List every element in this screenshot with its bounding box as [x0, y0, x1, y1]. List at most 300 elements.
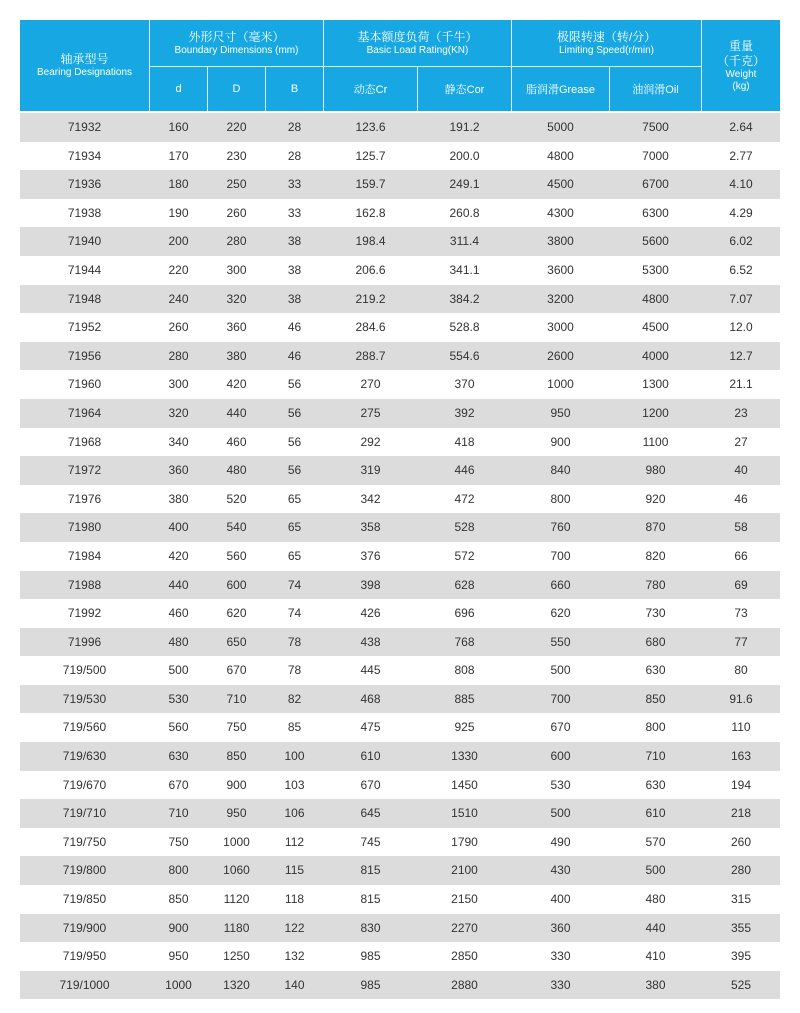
cell-designation: 71940	[67, 234, 102, 249]
table-row	[20, 742, 780, 771]
cell-cr: 319	[360, 463, 381, 478]
designation-header	[20, 20, 149, 111]
cell-cor: 392	[454, 405, 475, 420]
cell-grease: 500	[550, 663, 571, 678]
cell-designation: 71976	[67, 491, 102, 506]
cell-cr: 830	[360, 920, 381, 935]
cell-d: 260	[168, 320, 189, 335]
boundary-header-en: Boundary Dimensions (mm)	[174, 45, 299, 56]
cell-D: 260	[226, 205, 247, 220]
col-cor-header: 静态Cor	[444, 84, 485, 96]
cell-weight: 218	[730, 806, 752, 821]
cell-cor: 191.2	[449, 120, 480, 134]
table-row	[20, 685, 780, 714]
cell-oil: 6300	[642, 205, 669, 220]
cell-d: 400	[168, 520, 189, 535]
cell-D: 320	[226, 291, 247, 306]
cell-D: 1180	[223, 920, 250, 935]
cell-designation: 719/710	[62, 806, 107, 821]
table-row	[20, 628, 780, 657]
cell-cr: 815	[360, 892, 381, 907]
cell-designation: 71956	[67, 348, 102, 363]
cell-designation: 719/630	[62, 749, 107, 764]
cell-grease: 1000	[547, 377, 574, 392]
col-B-header: B	[290, 83, 299, 95]
table-row	[20, 656, 780, 685]
cell-grease: 4300	[547, 205, 574, 220]
cell-D: 900	[226, 777, 247, 792]
cell-grease: 4800	[547, 148, 574, 163]
cell-cor: 249.1	[449, 177, 480, 192]
cell-grease: 600	[550, 749, 571, 764]
cell-B: 112	[284, 834, 305, 849]
cell-cr: 292	[360, 434, 381, 449]
cell-weight: 12.7	[729, 348, 753, 363]
cell-d: 950	[168, 949, 189, 964]
cell-weight: 27	[734, 434, 748, 449]
cell-weight: 66	[734, 548, 748, 563]
cell-cor: 370	[454, 377, 475, 392]
cell-cor: 1330	[451, 749, 478, 764]
weight-header	[702, 20, 780, 111]
boundary-header-zh: 外形尺寸（毫米）	[188, 30, 285, 44]
cell-cr: 270	[360, 377, 381, 392]
cell-D: 440	[226, 405, 247, 420]
cell-d: 500	[168, 663, 189, 678]
cell-D: 1250	[223, 949, 250, 964]
cell-d: 900	[168, 920, 189, 935]
cell-cor: 925	[454, 720, 475, 735]
cell-oil: 800	[645, 720, 666, 735]
cell-grease: 550	[550, 634, 571, 649]
cell-oil: 850	[645, 691, 666, 706]
cell-D: 360	[226, 320, 247, 335]
cell-designation: 71972	[67, 463, 102, 478]
table-row	[20, 713, 780, 742]
cell-B: 46	[287, 348, 302, 363]
cell-D: 480	[226, 463, 247, 478]
cell-cor: 2880	[451, 977, 478, 992]
cell-weight: 58	[734, 520, 748, 535]
cell-cr: 670	[360, 777, 381, 792]
cell-weight: 525	[730, 977, 752, 992]
cell-oil: 7500	[642, 120, 669, 134]
cell-designation: 719/950	[62, 949, 107, 964]
cell-grease: 3200	[547, 291, 574, 306]
cell-cor: 260.8	[449, 205, 480, 220]
table-row	[20, 885, 780, 914]
cell-cr: 475	[360, 720, 381, 735]
cell-oil: 1200	[642, 405, 669, 420]
designation-header-en: Bearing Designations	[36, 67, 133, 78]
table-row	[20, 971, 780, 1000]
cell-designation: 71964	[67, 405, 102, 420]
cell-cr: 219.2	[355, 291, 386, 306]
cell-designation: 71960	[67, 377, 102, 392]
cell-cor: 768	[454, 634, 475, 649]
cell-weight: 23	[734, 405, 748, 420]
cell-cr: 376	[360, 548, 381, 563]
table-row	[20, 285, 780, 314]
cell-B: 33	[287, 177, 302, 192]
designation-header-zh: 轴承型号	[60, 52, 109, 66]
speed-header-zh: 极限转速（转/分）	[556, 30, 657, 44]
cell-oil: 680	[645, 634, 666, 649]
table-row	[20, 142, 780, 171]
cell-B: 82	[287, 691, 302, 706]
cell-D: 710	[226, 691, 247, 706]
load-header-en: Basic Load Rating(KN)	[366, 45, 469, 56]
cell-oil: 5600	[642, 234, 669, 249]
cell-oil: 570	[645, 834, 666, 849]
cell-cor: 446	[454, 463, 475, 478]
cell-weight: 46	[734, 491, 748, 506]
cell-grease: 4500	[547, 177, 574, 192]
cell-cr: 358	[360, 520, 381, 535]
table-row	[20, 828, 780, 857]
cell-oil: 820	[645, 548, 666, 563]
cell-grease: 330	[550, 977, 571, 992]
cell-B: 56	[287, 405, 302, 420]
cell-grease: 360	[550, 920, 571, 935]
cell-grease: 840	[550, 463, 571, 478]
cell-cr: 468	[360, 691, 381, 706]
weight-header-zh: 重量	[728, 38, 753, 53]
cell-designation: 719/560	[62, 720, 107, 735]
cell-cor: 418	[454, 434, 475, 449]
cell-D: 750	[226, 720, 247, 735]
weight-header-zh-unit: （千克）	[716, 53, 765, 68]
cell-weight: 395	[730, 949, 752, 964]
cell-grease: 3600	[547, 262, 574, 277]
load-rating-header	[324, 20, 511, 67]
cell-B: 28	[287, 148, 302, 163]
cell-weight: 12.0	[729, 320, 753, 335]
cell-oil: 730	[645, 606, 666, 621]
cell-oil: 380	[645, 977, 666, 992]
cell-B: 103	[284, 777, 305, 792]
limiting-speed-header	[512, 20, 701, 67]
cell-grease: 3000	[547, 320, 574, 335]
cell-cor: 554.6	[449, 348, 480, 363]
weight-header-en: Weight	[725, 68, 757, 80]
cell-designation: 71988	[67, 577, 102, 592]
cell-d: 800	[168, 863, 189, 878]
cell-designation: 71968	[67, 434, 102, 449]
cell-d: 220	[168, 262, 189, 277]
cell-oil: 920	[645, 491, 666, 506]
col-cr-header: 动态Cr	[353, 84, 388, 96]
cell-oil: 500	[645, 863, 666, 878]
cell-designation: 71936	[67, 177, 102, 192]
speed-header-en: Limiting Speed(r/min)	[558, 45, 655, 56]
cell-oil: 4800	[642, 291, 669, 306]
cell-grease: 490	[550, 834, 571, 849]
cell-B: 78	[287, 663, 302, 678]
cell-d: 240	[168, 291, 189, 306]
cell-cor: 472	[454, 491, 475, 506]
cell-cor: 1790	[451, 834, 478, 849]
cell-B: 38	[287, 291, 302, 306]
cell-D: 950	[226, 806, 247, 821]
cell-cr: 198.4	[355, 234, 386, 249]
cell-d: 300	[168, 377, 189, 392]
cell-cr: 125.7	[355, 148, 386, 163]
cell-B: 46	[287, 320, 302, 335]
cell-cor: 696	[454, 606, 475, 621]
cell-oil: 6700	[642, 177, 669, 192]
cell-grease: 500	[550, 806, 571, 821]
cell-cr: 985	[360, 977, 381, 992]
table-row	[20, 370, 780, 399]
cell-oil: 630	[645, 663, 666, 678]
cell-oil: 4000	[642, 348, 669, 363]
cell-grease: 3800	[547, 234, 574, 249]
cell-grease: 700	[550, 548, 571, 563]
cell-cr: 398	[360, 577, 381, 592]
cell-D: 670	[226, 663, 247, 678]
cell-designation: 71938	[67, 205, 102, 220]
cell-oil: 1300	[642, 377, 669, 392]
cell-weight: 73	[734, 606, 748, 621]
table-row	[20, 914, 780, 943]
col-oil-header: 油润滑Oil	[632, 84, 679, 96]
cell-oil: 870	[645, 520, 666, 535]
cell-weight: 91.6	[729, 691, 753, 706]
cell-d: 160	[168, 120, 189, 134]
cell-weight: 6.52	[729, 262, 753, 277]
table-row	[20, 199, 780, 228]
cell-B: 132	[284, 949, 305, 964]
cell-B: 118	[284, 892, 305, 907]
cell-cor: 2100	[451, 863, 478, 878]
cell-grease: 670	[550, 720, 571, 735]
table-row	[20, 256, 780, 285]
cell-grease: 430	[550, 863, 571, 878]
table-row	[20, 571, 780, 600]
cell-cor: 311.4	[449, 234, 480, 249]
cell-cor: 1450	[451, 777, 478, 792]
cell-d: 190	[168, 205, 189, 220]
cell-grease: 2600	[547, 348, 574, 363]
cell-d: 280	[168, 348, 189, 363]
cell-d: 420	[168, 548, 189, 563]
cell-designation: 719/1000	[59, 977, 110, 992]
cell-oil: 710	[645, 749, 666, 764]
cell-weight: 4.29	[729, 205, 753, 220]
cell-B: 78	[287, 634, 302, 649]
cell-D: 280	[226, 234, 247, 249]
cell-designation: 719/500	[62, 663, 107, 678]
table-row	[20, 170, 780, 199]
cell-grease: 900	[550, 434, 571, 449]
cell-D: 560	[226, 548, 247, 563]
cell-oil: 780	[645, 577, 666, 592]
cell-cr: 815	[360, 863, 381, 878]
cell-cor: 885	[454, 691, 475, 706]
cell-D: 250	[226, 177, 247, 192]
cell-cr: 610	[360, 749, 381, 764]
cell-cr: 206.6	[355, 262, 386, 277]
cell-oil: 610	[645, 806, 666, 821]
table-row	[20, 428, 780, 457]
cell-cr: 445	[360, 663, 381, 678]
cell-cor: 2270	[451, 920, 478, 935]
boundary-dimensions-header	[150, 20, 323, 67]
cell-D: 1320	[223, 977, 250, 992]
cell-oil: 1100	[642, 434, 669, 449]
cell-grease: 700	[550, 691, 571, 706]
table-row	[20, 113, 780, 142]
cell-D: 380	[226, 348, 247, 363]
cell-cr: 123.6	[355, 120, 386, 134]
cell-weight: 80	[734, 663, 748, 678]
cell-oil: 410	[645, 949, 666, 964]
cell-cr: 159.7	[355, 177, 386, 192]
cell-weight: 2.77	[729, 148, 753, 163]
cell-designation: 719/800	[62, 863, 107, 878]
cell-designation: 71948	[67, 291, 102, 306]
cell-cr: 284.6	[355, 320, 386, 335]
cell-d: 480	[168, 634, 189, 649]
cell-D: 460	[226, 434, 247, 449]
table-row	[20, 399, 780, 428]
cell-B: 38	[287, 234, 302, 249]
weight-header-unit: (kg)	[732, 80, 750, 92]
cell-cr: 288.7	[355, 348, 386, 363]
cell-B: 115	[284, 863, 305, 878]
cell-d: 380	[168, 491, 189, 506]
cell-oil: 440	[645, 920, 666, 935]
cell-designation: 719/900	[62, 920, 107, 935]
table-row	[20, 942, 780, 971]
cell-D: 420	[226, 377, 247, 392]
cell-weight: 110	[731, 720, 751, 735]
cell-d: 360	[168, 463, 189, 478]
cell-grease: 400	[550, 892, 571, 907]
table-row	[20, 856, 780, 885]
cell-D: 230	[226, 148, 247, 163]
cell-cr: 162.8	[355, 205, 386, 220]
table-body	[20, 113, 780, 999]
cell-weight: 194	[730, 777, 752, 792]
cell-oil: 5300	[642, 262, 669, 277]
cell-D: 600	[226, 577, 247, 592]
table-row	[20, 513, 780, 542]
cell-designation: 719/530	[62, 691, 107, 706]
cell-B: 33	[287, 205, 302, 220]
cell-cor: 528	[454, 520, 475, 535]
table-row	[20, 799, 780, 828]
cell-d: 670	[168, 777, 189, 792]
cell-oil: 630	[645, 777, 666, 792]
cell-designation: 71996	[67, 634, 102, 649]
cell-d: 320	[168, 405, 189, 420]
table-row	[20, 227, 780, 256]
cell-designation: 71992	[67, 606, 102, 621]
cell-weight: 6.02	[729, 234, 753, 249]
cell-d: 1000	[165, 977, 192, 992]
cell-designation: 719/850	[62, 892, 107, 907]
cell-cr: 275	[360, 405, 381, 420]
table-row	[20, 485, 780, 514]
cell-B: 122	[284, 920, 305, 935]
cell-weight: 77	[734, 634, 748, 649]
cell-oil: 980	[645, 463, 666, 478]
cell-d: 630	[168, 749, 189, 764]
cell-cr: 985	[360, 949, 381, 964]
cell-cor: 341.1	[449, 262, 480, 277]
cell-weight: 69	[734, 577, 748, 592]
cell-B: 85	[287, 720, 302, 735]
cell-weight: 7.07	[729, 291, 753, 306]
cell-cor: 1510	[451, 806, 478, 821]
cell-cor: 2850	[451, 949, 478, 964]
cell-d: 180	[168, 177, 189, 192]
cell-weight: 40	[734, 463, 748, 478]
cell-d: 850	[168, 892, 189, 907]
cell-grease: 530	[550, 777, 571, 792]
cell-d: 560	[168, 720, 189, 735]
cell-B: 74	[287, 577, 302, 592]
cell-weight: 4.10	[729, 177, 753, 192]
cell-cor: 200.0	[449, 148, 480, 163]
cell-D: 220	[226, 120, 247, 134]
cell-designation: 71944	[67, 262, 102, 277]
cell-d: 200	[168, 234, 189, 249]
cell-B: 56	[287, 377, 302, 392]
cell-oil: 480	[645, 892, 666, 907]
cell-B: 140	[284, 977, 305, 992]
cell-weight: 2.64	[729, 120, 753, 134]
cell-d: 440	[168, 577, 189, 592]
cell-d: 340	[168, 434, 189, 449]
cell-cor: 808	[454, 663, 475, 678]
load-header-zh: 基本额度负荷（千牛）	[357, 30, 478, 44]
cell-D: 540	[226, 520, 247, 535]
cell-D: 1120	[223, 892, 250, 907]
table-row	[20, 456, 780, 485]
cell-cr: 438	[360, 634, 381, 649]
cell-cor: 628	[454, 577, 475, 592]
cell-cr: 745	[360, 834, 381, 849]
cell-d: 530	[168, 691, 189, 706]
col-D-header: D	[232, 83, 241, 95]
cell-weight: 280	[730, 863, 752, 878]
cell-B: 56	[287, 434, 302, 449]
cell-designation: 71934	[67, 148, 102, 163]
cell-grease: 330	[550, 949, 571, 964]
cell-grease: 950	[550, 405, 571, 420]
cell-oil: 7000	[642, 148, 669, 163]
cell-designation: 719/750	[62, 834, 107, 849]
cell-cr: 342	[360, 491, 381, 506]
cell-B: 106	[284, 806, 305, 821]
cell-cr: 426	[360, 606, 381, 621]
cell-grease: 760	[550, 520, 571, 535]
cell-B: 100	[284, 749, 305, 764]
cell-d: 750	[168, 834, 189, 849]
cell-D: 1000	[223, 834, 250, 849]
cell-D: 1060	[223, 863, 250, 878]
cell-grease: 800	[550, 491, 571, 506]
table-row	[20, 342, 780, 371]
cell-B: 38	[287, 262, 302, 277]
cell-grease: 5000	[547, 120, 574, 134]
cell-weight: 315	[730, 892, 752, 907]
cell-cor: 572	[454, 548, 475, 563]
cell-B: 56	[287, 463, 302, 478]
